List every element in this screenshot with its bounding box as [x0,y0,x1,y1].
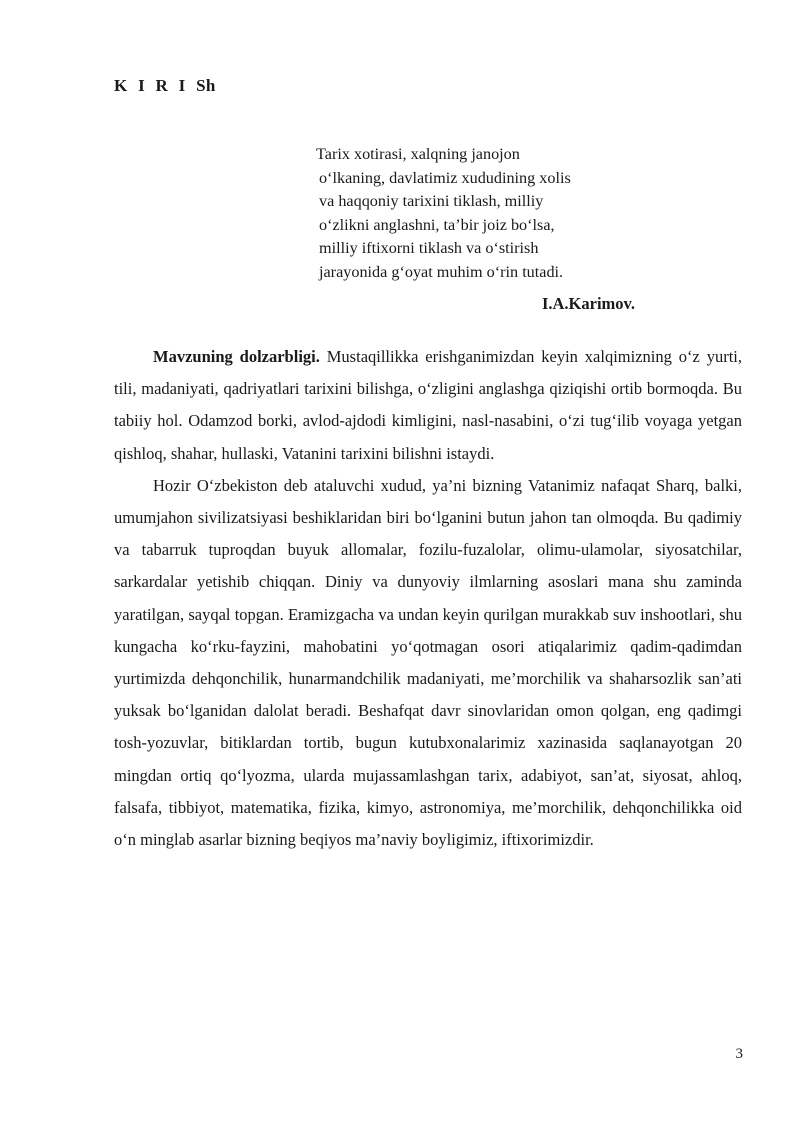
epigraph-line: o‘lkaning, davlatimiz xududining xolis [319,168,571,187]
section-heading: K I R I Sh [114,76,216,95]
epigraph-line: jarayonida g‘oyat muhim o‘rin tutadi. [319,262,564,281]
paragraph-text: Mustaqillikka erishganimizdan keyin xalqimizning o‘z yurti, tili, madaniyati, qadriyatlari tarixini bilishga, o‘zligini anglashga qiziqishi ortib bormoqda. Bu tabiiy hol. Odamzod borki, avlod-ajdodi kimligini, nasl-nasabini, o‘zi tug‘ilib voyaga yetgan qishloq, shahar, hullaski, Vatanini tarixini bilishni istaydi. [114,347,742,463]
paragraph-lead: Mavzuning dolzarbligi. [153,347,320,366]
paragraph [114,470,742,856]
epigraph-line: milliy iftixorni tiklash va o‘stirish [319,239,539,257]
epigraph-line: o‘zlikni anglashni, ta’bir joiz bo‘lsa, [319,215,555,234]
epigraph [316,143,571,284]
paragraph [114,341,742,470]
epigraph-line: Tarix xotirasi, xalqning janojon [316,145,520,163]
page-number: 3 [735,1046,743,1062]
epigraph-line: va haqqoniy tarixini tiklash, milliy [319,192,544,210]
body-text [114,341,742,856]
epigraph-author: I.A.Karimov. [541,294,635,313]
paragraph-text: Hozir O‘zbekiston deb ataluvchi xudud, ya’ni bizning Vatanimiz nafaqat Sharq, balki, umumjahon sivilizatsiyasi beshiklaridan biri bo‘lganini butun jahon tan olmoqda. Bu qadimiy va tabarruk tuproqdan buyuk allomalar, fozilu-fuzalolar, olimu-ulamolar, siyosatchilar, sarkardalar yetishib chiqqan. Diniy va dunyoviy ilmlarning asoslari mana shu zaminda yaratilgan, sayqal topgan. Eramizgacha va undan keyin qurilgan murakkab suv inshootlari, shu kungacha ko‘rku-fayzini, mahobatini yo‘qotmagan osori atiqalarimiz qadim-qadimdan yurtimizda dehqonchilik, hunarmandchilik madaniyati, me’morchilik va shaharsozlik san’ati yuksak bo‘lganidan dalolat beradi. Beshafqat davr sinovlaridan omon qolgan, eng qadimgi tosh-yozuvlar, bitiklardan tortib, bugun kutubxonalarimiz xazinasida saqlanayotgan 20 mingdan ortiq qo‘lyozma, ularda mujassamlashgan tarix, adabiyot, san’at, siyosat, ahloq, falsafa, tibbiyot, matematika, fizika, kimyo, astronomiya, me’morchilik, dehqonchilikka oid o‘n minglab asarlar bizning beqiyos ma’naviy boyligimiz, iftixorimizdir. [114,475,742,850]
